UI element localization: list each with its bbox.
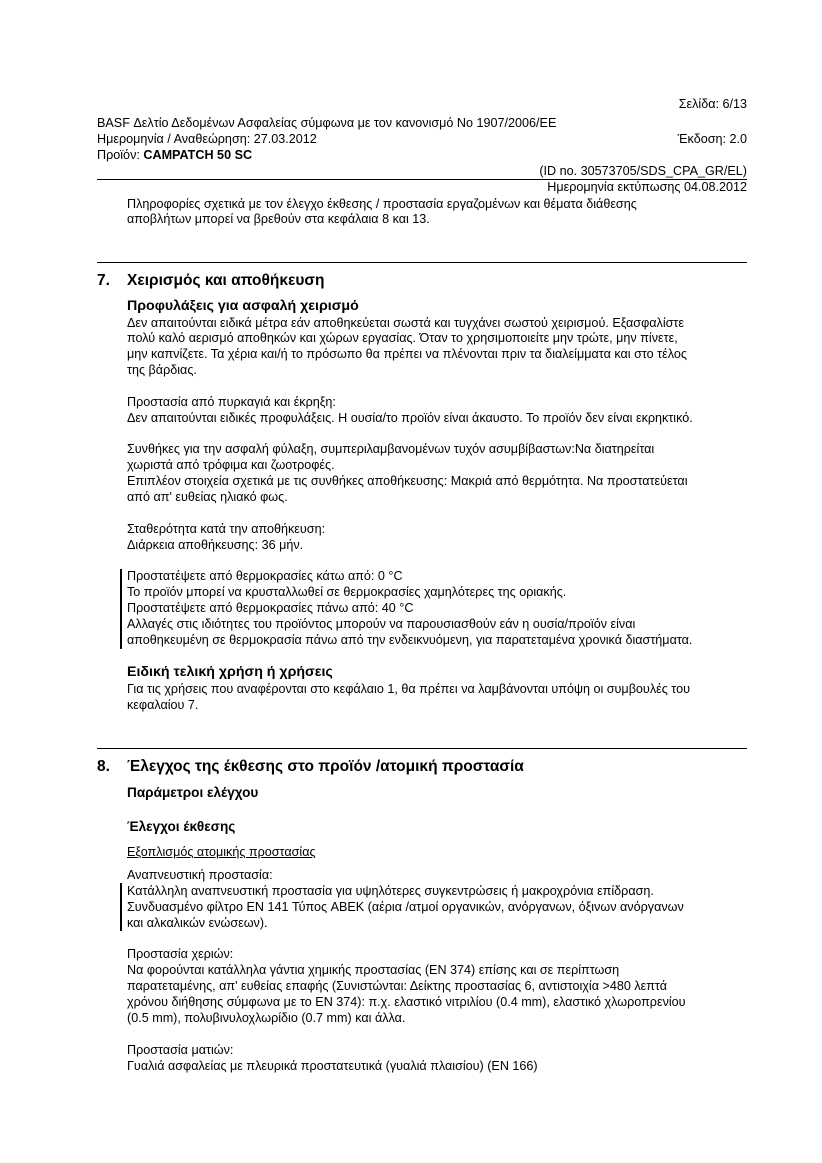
text-line: Γυαλιά ασφαλείας με πλευρικά προστατευτικά (γυαλιά πλαισίου) (EN 166) <box>127 1059 538 1073</box>
text-line: Αλλαγές στις ιδιότητες του προϊόντος μπορούν να παρουσιασθούν εάν η ουσία/προϊόν είναι <box>127 617 636 631</box>
text-line: Προστασία από πυρκαγιά και έκρηξη: <box>127 395 336 409</box>
text-line: Δεν απαιτούνται ειδικές προφυλάξεις. Η ουσία/το προϊόν είναι άκαυστο. Το προϊόν δεν είναι εκρηκτικό. <box>127 411 693 425</box>
text-line: της βάρδιας. <box>127 363 197 377</box>
section-divider <box>97 262 747 263</box>
text-line: Προστατέψετε από θερμοκρασίες πάνω από: 40 °C <box>127 601 414 615</box>
text-line: (0.5 mm), πολυβινυλοχλωρίδιο (0.7 mm) και άλλα. <box>127 1011 406 1025</box>
text-line: αποθηκευμένη σε θερμοκρασία πάνω από την ενδεικνυόμενη, για παρατεταμένα χρονικά διαστήματα. <box>127 633 693 647</box>
section-title: Χειρισμός και αποθήκευση <box>127 272 325 289</box>
section-8-heading <box>97 758 524 776</box>
change-bar <box>120 569 122 649</box>
product-line <box>97 148 252 162</box>
section-title: Έλεγχος της έκθεσης στο προϊόν /ατομική προστασία <box>127 758 524 775</box>
text-line: Συνθήκες για την ασφαλή φύλαξη, συμπεριλαμβανομένων τυχόν ασυμβίβαστων:Να διατηρείται <box>127 442 655 456</box>
revision-date: Ημερομηνία / Αναθεώρηση: 27.03.2012 <box>97 132 317 146</box>
version: Έκδοση: 2.0 <box>677 132 747 146</box>
print-date: Ημερομηνία εκτύπωσης 04.08.2012 <box>547 180 747 194</box>
text-line: πολύ καλό αερισμό αποθηκών και χώρων εργασίας. Όταν το χρησιμοποιείτε μην τρώτε, μην πίνετε, <box>127 331 678 345</box>
end-use-heading: Ειδική τελική χρήση ή χρήσεις <box>127 664 333 680</box>
control-parameters-heading: Παράμετροι ελέγχου <box>127 785 259 800</box>
text-line: Επιπλέον στοιχεία σχετικά με τις συνθήκες αποθήκευσης: Μακριά από θερμότητα. Να προστατεύεται <box>127 474 688 488</box>
text-line: Αναπνευστική προστασία: <box>127 868 273 882</box>
page-number: Σελίδα: 6/13 <box>678 97 747 111</box>
safe-handling-heading: Προφυλάξεις για ασφαλή χειρισμό <box>127 298 359 314</box>
text-line: Προστατέψετε από θερμοκρασίες κάτω από: 0 °C <box>127 569 403 583</box>
text-line: Κατάλληλη αναπνευστική προστασία για υψηλότερες συγκεντρώσεις ή μακροχρόνια επίδραση. <box>127 884 654 898</box>
product-label: Προϊόν: <box>97 148 144 162</box>
text-line: χρόνου διήθησης σύμφωνα με το EN 374): π.χ. ελαστικό νιτριλίου (0.4 mm), ελαστικό χλωροπρενίου <box>127 995 686 1009</box>
ppe-heading: Εξοπλισμός ατομικής προστασίας <box>127 845 316 859</box>
text-line: χωριστά από τρόφιμα και ζωοτροφές. <box>127 458 335 472</box>
document-id: (ID no. 30573705/SDS_CPA_GR/EL) <box>539 164 747 178</box>
product-name: CAMPATCH 50 SC <box>143 148 253 162</box>
section-number: 7. <box>97 272 110 289</box>
text-line: από απ' ευθείας ηλιακό φως. <box>127 490 288 504</box>
text-line: μην καπνίζετε. Τα χέρια και/ή το πρόσωπο θα πρέπει να πλένονται πριν τα διαλείμματα και στο τέλος <box>127 347 687 361</box>
text-line: Για τις χρήσεις που αναφέρονται στο κεφάλαιο 1, θα πρέπει να λαμβάνονται υπόψη οι συμβουλές του <box>127 682 690 696</box>
section-number: 8. <box>97 758 110 775</box>
section-7-heading <box>97 272 324 290</box>
text-line: παρατεταμένης, απ' ευθείας επαφής (Συνιστώνται: Δείκτης προστασίας 6, αντιστοιχία >480 λεπτά <box>127 979 668 993</box>
text-line: Το προϊόν μπορεί να κρυσταλλωθεί σε θερμοκρασίες χαμηλότερες της οριακής. <box>127 585 567 599</box>
text-line: και αλκαλικών ενώσεων). <box>127 916 268 930</box>
document-title: BASF Δελτίο Δεδομένων Ασφαλείας σύμφωνα με τον κανονισμό Νο 1907/2006/ΕΕ <box>97 116 557 130</box>
text-line: Συνδυασμένο φίλτρο EN 141 Τύπος ABEK (αέρια /ατμοί οργανικών, ανόργανων, όξινων ανόργανων <box>127 900 684 914</box>
text-line: Δεν απαιτούνται ειδικά μέτρα εάν αποθηκεύεται σωστά και τυγχάνει σωστού χειρισμού. Εξασφαλίστε <box>127 316 684 330</box>
text-line: Προστασία χεριών: <box>127 947 234 961</box>
text-line: Να φορούνται κατάλληλα γάντια χημικής προστασίας (EN 374) επίσης και σε περίπτωση <box>127 963 620 977</box>
text-line: Προστασία ματιών: <box>127 1043 234 1057</box>
text-line: Διάρκεια αποθήκευσης: 36 μήν. <box>127 538 304 552</box>
text-line: Σταθερότητα κατά την αποθήκευση: <box>127 522 326 536</box>
change-bar <box>120 883 122 931</box>
intro-line: Πληροφορίες σχετικά με τον έλεγχο έκθεσης / προστασία εργαζομένων και θέματα διάθεσης <box>127 197 637 211</box>
text-line: κεφαλαίου 7. <box>127 698 199 712</box>
intro-line: αποβλήτων μπορεί να βρεθούν στα κεφάλαια 8 και 13. <box>127 212 430 226</box>
section-divider <box>97 748 747 749</box>
exposure-controls-heading: Έλεγχοι έκθεσης <box>127 819 236 834</box>
